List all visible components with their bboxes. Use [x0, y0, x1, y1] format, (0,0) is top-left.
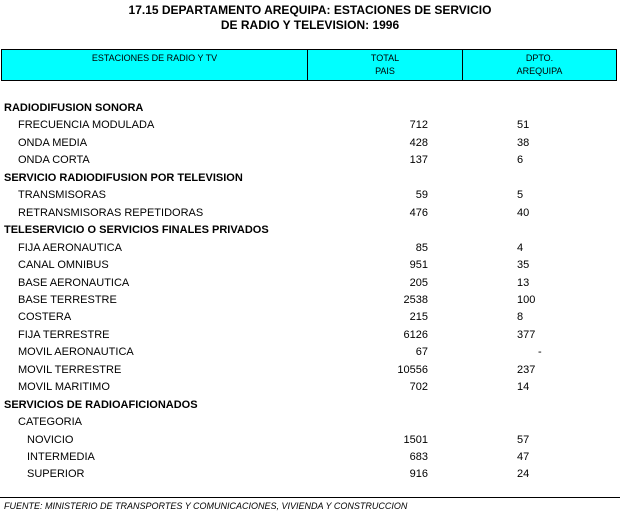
- table-row: [0, 449, 620, 466]
- table-row: [0, 344, 620, 361]
- header-total: [308, 50, 463, 80]
- row-label: MOVIL AERONAUTICA: [18, 346, 134, 358]
- dpto-arequipa-value: 6: [517, 154, 524, 166]
- header-dpto-sub: AREQUIPA: [516, 66, 563, 76]
- row-label: ONDA CORTA: [18, 154, 90, 166]
- section-header-row: [0, 222, 620, 239]
- total-pais-value: 137: [409, 154, 428, 166]
- table-row: [0, 275, 620, 292]
- row-label: MOVIL MARITIMO: [18, 381, 110, 393]
- row-label: SERVICIO RADIODIFUSION POR TELEVISION: [4, 172, 243, 184]
- total-pais-value: 702: [409, 381, 428, 393]
- total-pais-value: 428: [409, 137, 428, 149]
- total-pais-value: 476: [409, 207, 428, 219]
- total-pais-value: 683: [409, 451, 428, 463]
- row-label: FIJA AERONAUTICA: [18, 242, 122, 254]
- section-header-row: [0, 397, 620, 414]
- row-label: RADIODIFUSION SONORA: [4, 102, 144, 114]
- header-total-sub: PAIS: [375, 66, 395, 76]
- dpto-arequipa-value: 35: [517, 259, 530, 271]
- page-subtitle: DE RADIO Y TELEVISION: 1996: [220, 18, 400, 32]
- dpto-arequipa-value: 14: [517, 381, 530, 393]
- source-note: FUENTE: MINISTERIO DE TRANSPORTES Y COMUNICACIONES, VIVIENDA Y CONSTRUCCION: [4, 501, 408, 511]
- dpto-arequipa-value: 47: [517, 451, 530, 463]
- dpto-arequipa-value: 5: [517, 189, 524, 201]
- total-pais-value: 951: [409, 259, 428, 271]
- row-label: SUPERIOR: [27, 468, 85, 480]
- row-label: TELESERVICIO O SERVICIOS FINALES PRIVADOS: [4, 224, 269, 236]
- row-label: COSTERA: [18, 311, 72, 323]
- total-pais-value: 67: [415, 346, 428, 358]
- row-label: CATEGORIA: [18, 416, 82, 428]
- dpto-arequipa-value: 237: [517, 364, 536, 376]
- section-header-row: [0, 100, 620, 117]
- total-pais-value: 215: [409, 311, 428, 323]
- table-row: [0, 135, 620, 152]
- dpto-arequipa-value: 38: [517, 137, 530, 149]
- total-pais-value: 1501: [403, 434, 428, 446]
- dpto-arequipa-value: -: [538, 346, 542, 358]
- header-dpto-label: DPTO.: [525, 53, 554, 63]
- table-row: [0, 432, 620, 449]
- table-row: [0, 466, 620, 483]
- row-label: NOVICIO: [27, 434, 74, 446]
- dpto-arequipa-value: 51: [517, 119, 530, 131]
- header-total-label: TOTAL: [370, 53, 400, 63]
- dpto-arequipa-value: 57: [517, 434, 530, 446]
- table-row: [0, 414, 620, 431]
- dpto-arequipa-value: 4: [517, 242, 524, 254]
- table-header: [1, 49, 617, 81]
- total-pais-value: 10556: [397, 364, 428, 376]
- table-row: [0, 205, 620, 222]
- row-label: TRANSMISORAS: [18, 189, 107, 201]
- row-label: ONDA MEDIA: [18, 137, 88, 149]
- section-header-row: [0, 170, 620, 187]
- dpto-arequipa-value: 8: [517, 311, 524, 323]
- total-pais-value: 916: [409, 468, 428, 480]
- header-stations-label: ESTACIONES DE RADIO Y TV: [91, 53, 218, 63]
- table-row: [0, 240, 620, 257]
- row-label: INTERMEDIA: [27, 451, 95, 463]
- row-label: FIJA TERRESTRE: [18, 329, 110, 341]
- table-row: [0, 257, 620, 274]
- header-stations: [2, 50, 308, 80]
- page-title: 17.15 DEPARTAMENTO AREQUIPA: ESTACIONES DE SERVICIO: [128, 3, 492, 17]
- total-pais-value: 6126: [403, 329, 428, 341]
- table-row: [0, 292, 620, 309]
- total-pais-value: 59: [415, 189, 428, 201]
- table-row: [0, 327, 620, 344]
- dpto-arequipa-value: 100: [517, 294, 536, 306]
- row-label: CANAL OMNIBUS: [18, 259, 109, 271]
- row-label: MOVIL TERRESTRE: [18, 364, 122, 376]
- table-row: [0, 117, 620, 134]
- total-pais-value: 2538: [403, 294, 428, 306]
- row-label: BASE AERONAUTICA: [18, 277, 130, 289]
- total-pais-value: 712: [409, 119, 428, 131]
- row-label: RETRANSMISORAS REPETIDORAS: [18, 207, 204, 219]
- header-dpto: [463, 50, 616, 80]
- table-row: [0, 309, 620, 326]
- table-row: [0, 379, 620, 396]
- row-label: FRECUENCIA MODULADA: [18, 119, 155, 131]
- dpto-arequipa-value: 377: [517, 329, 536, 341]
- table-row: [0, 362, 620, 379]
- row-label: SERVICIOS DE RADIOAFICIONADOS: [4, 399, 198, 411]
- footer-divider: [0, 497, 620, 498]
- table-row: [0, 152, 620, 169]
- row-label: BASE TERRESTRE: [18, 294, 117, 306]
- total-pais-value: 205: [409, 277, 428, 289]
- dpto-arequipa-value: 40: [517, 207, 530, 219]
- dpto-arequipa-value: 24: [517, 468, 530, 480]
- dpto-arequipa-value: 13: [517, 277, 530, 289]
- total-pais-value: 85: [415, 242, 428, 254]
- table-row: [0, 187, 620, 204]
